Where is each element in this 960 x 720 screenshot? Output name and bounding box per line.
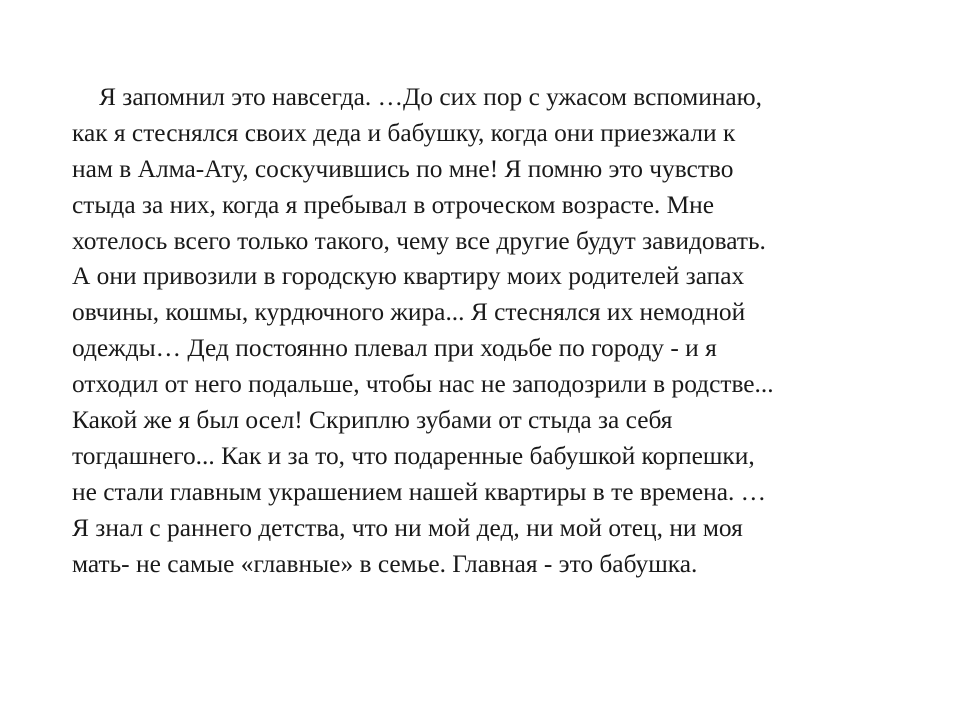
text-line: Я запомнил это навсегда. …До сих пор с ужасом вспоминаю, <box>99 83 762 111</box>
text-line: мать- не самые «главные» в семье. Главная - это бабушка. <box>72 549 698 578</box>
text-line: нам в Алма-Ату, соскучившись по мне! Я помню это чувство <box>72 154 734 183</box>
text-line: не стали главным украшением нашей квартиры в те времена. … <box>72 477 767 506</box>
text-line: овчины, кошмы, курдючного жира... Я стеснялся их немодной <box>72 298 746 327</box>
text-line: тогдашнего... Как и за то, что подаренные бабушкой корпешки, <box>72 441 755 470</box>
text-line: стыда за них, когда я пребывал в отроческом возрасте. Мне <box>72 190 715 219</box>
text-line: хотелось всего только такого, чему все другие будут завидовать. <box>72 226 766 255</box>
body-text <box>72 80 892 582</box>
text-line: Какой же я был осел! Скриплю зубами от стыда за себя <box>72 406 673 435</box>
text-line: как я стеснялся своих деда и бабушку, когда они приезжали к <box>72 118 736 147</box>
text-line: Я знал с раннего детства, что ни мой дед, ни мой отец, ни моя <box>72 513 743 542</box>
text-line: одежды… Дед постоянно плевал при ходьбе по городу - и я <box>72 334 717 363</box>
text-line: А они привозили в городскую квартиру моих родителей запах <box>72 262 745 291</box>
text-line: отходил от него подальше, чтобы нас не заподозрили в родстве... <box>72 370 774 399</box>
